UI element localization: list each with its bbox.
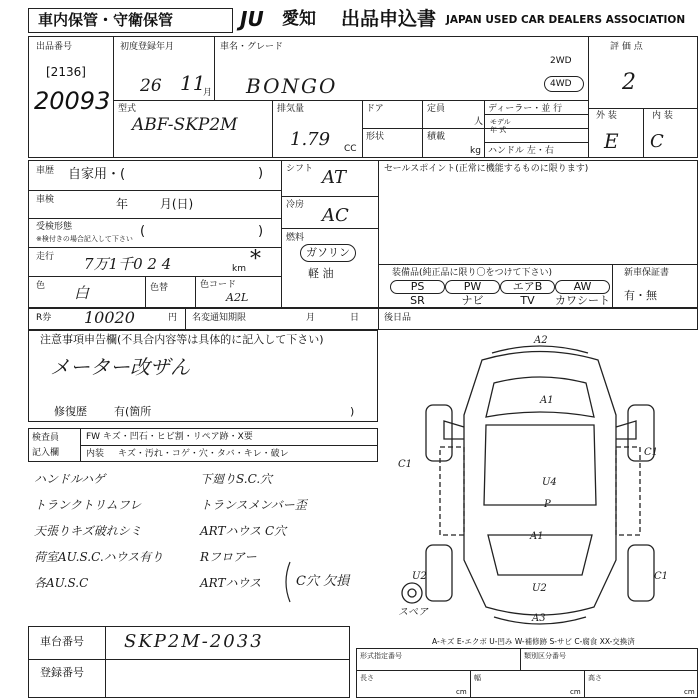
reg-year: 26 [140,76,162,96]
divider [520,648,521,670]
inspector-label-2: 記入欄 [32,448,60,458]
height-unit: cm [684,688,695,696]
damage-label: P [544,499,551,510]
load-label: 積載 [427,132,446,142]
exterior-grade: E [604,129,619,153]
handwritten-notes [28,472,378,612]
mileage-label: 走行 [36,252,55,262]
interior-grade: C [650,131,664,152]
divider [588,36,589,158]
equipment-item: カワシート [555,294,610,307]
storage-title: 車内保管・守衛保管 [38,11,174,29]
equipment-item: エアB [500,280,555,294]
width-label: 幅 [474,674,481,682]
reg-year-label: 初度登録年月 [120,42,175,52]
repair-close: ) [350,405,355,418]
damage-label: C1 [644,447,659,458]
sales-point-label: セールスポイント(正常に機能するものに限ります) [384,164,589,174]
car-name-label: 車名・グレード [220,42,284,52]
reg-month-unit: 月 [203,88,213,98]
note-left: 天張りキズ破れシミ [34,524,142,538]
grade-value: 2 [622,70,636,95]
equipment-item: ナビ [461,294,484,307]
color-code-label: 色コード [200,280,237,290]
recycle-value: 10020 [84,308,135,327]
form-code-label: 形式指定番号 [360,652,402,660]
exterior-label: 外 装 [596,111,617,121]
divider [378,160,379,308]
chassis-value: SKP2M-2033 [124,631,264,652]
divider [584,670,585,698]
inspector-label-1: 検査員 [32,433,60,443]
divider [28,218,281,219]
brand-name: 愛知 [282,9,316,29]
damage-label: U4 [542,477,557,488]
top-block [28,36,698,158]
divider [28,190,281,191]
note-right: ARTハウス C穴 [200,524,287,538]
shape-label: 形状 [366,132,385,142]
model-value: ABF-SKP2M [132,115,238,135]
dealer-label: ディーラー・並 行 [488,104,563,114]
divider [281,228,378,229]
displacement-value: 1.79 [290,129,331,150]
divider [105,626,106,698]
lot-number: 20093 [34,87,111,115]
notes-content: メーター改ザん [50,355,190,379]
note-left: トランクトリムフレ [34,498,142,512]
car-name: BONGO [246,74,338,98]
recycle-label: R券 [36,313,52,323]
divider [643,108,644,158]
length-unit: cm [456,688,467,696]
shift-label: シフト [286,164,314,174]
recycle-unit: 円 [168,313,178,323]
inspection-value: 年 月(日) [116,197,194,211]
diagram-damage-labels [382,335,698,635]
bracket-note: C穴 欠損 [296,574,350,589]
divider [80,445,378,446]
color-label: 色 [36,281,46,291]
equipment-item: PS [390,280,445,294]
lot-label: 出品番号 [36,42,73,52]
warranty-value: 有・無 [624,289,657,302]
divider [362,128,588,129]
note-right: トランスメンバー歪 [200,498,307,512]
equipment-item: SR [410,294,425,307]
divider [113,36,114,158]
equipment-item: TV [520,294,535,307]
color-change-label: 色替 [150,283,169,293]
registration-label: 登録番号 [40,666,84,679]
note-left: 各AU.S.C [34,576,89,590]
capacity-label: 定員 [427,104,446,114]
divider [362,100,363,158]
divider [612,264,613,308]
divider [272,100,273,158]
inspector-row-1: FW キズ・凹石・ヒビ割・リペア跡・X要 [86,432,253,442]
fuel-gas: ガソリン [306,246,350,259]
divider [484,114,588,115]
mileage-value: 7万1千0 2 4 [84,255,172,273]
damage-label: スペア [398,607,428,618]
damage-label: A2 [534,335,548,346]
equipment-row-2 [390,295,610,309]
ac-value: AC [322,205,349,226]
note-right: 下廻りS.C.穴 [200,472,273,486]
chassis-label: 車台番号 [40,635,84,648]
inspection-label: 車検 [36,195,55,205]
note-left: ハンドルハゲ [34,472,106,486]
after-items-label: 後日品 [384,313,412,323]
divider [378,264,698,265]
shift-value: AT [322,167,347,188]
color-code-value: A2L [226,291,249,304]
divider [185,308,186,330]
handle-label: ハンドル 左・右 [488,146,554,156]
divider [195,276,196,308]
name-change-month: 月 [306,313,316,323]
repair-label: 修復歴 [54,405,87,418]
divider [281,196,378,197]
damage-label: C1 [654,571,669,582]
divider [28,247,281,248]
drive-4wd: 4WD [550,79,572,89]
interior-label: 内 装 [652,111,673,121]
damage-label: C1 [398,459,413,470]
equipment-label: 装備品(純正品に限り〇をつけて下さい) [392,268,553,278]
damage-label: A1 [540,395,554,406]
divider [378,308,379,330]
mileage-unit: km [232,264,246,274]
model-year-label: モデル 年 式 [490,118,511,134]
association-name: JAPAN USED CAR DEALERS ASSOCIATION [446,14,686,26]
divider [28,276,281,277]
form-title: 出品申込書 [341,8,437,30]
damage-label: A1 [530,531,544,542]
lot-bracket: [2136] [46,65,86,79]
divider [484,100,485,158]
class-code-label: 類別区分番号 [524,652,566,660]
drive-2wd: 2WD [550,56,572,66]
note-right: ARTハウス [200,576,262,590]
equipment-row-1 [390,280,610,294]
divider [113,100,588,101]
damage-label: U2 [532,583,547,594]
inspector-row-2-prefix: 内装 [86,449,105,459]
reg-month: 11 [180,71,206,95]
length-label: 長さ [360,674,374,682]
divider [145,276,146,308]
fuel-diesel: 軽 油 [308,267,334,280]
acceptance-close: ) [258,224,264,239]
divider [484,142,588,143]
displacement-label: 排気量 [277,104,305,114]
divider [28,659,350,660]
door-label: ドア [366,104,384,114]
height-label: 高さ [588,674,602,682]
repair-value: 有(箇所 [114,405,152,418]
divider [214,36,215,100]
note-right: Rフロアー [200,550,257,564]
fuel-label: 燃料 [286,233,305,243]
history-value: 自家用・( [68,167,126,182]
mileage-mark: * [250,247,261,272]
acceptance-open: ( [140,224,146,239]
grade-label: 評 価 点 [610,42,643,52]
ac-label: 冷房 [286,200,305,210]
color-value: 白 [74,284,90,302]
history-label: 車歴 [36,166,55,176]
notes-label: 注意事項申告欄(不具合内容等は具体的に記入して下さい) [40,333,324,346]
displacement-unit: CC [344,144,357,154]
warranty-label: 新車保証書 [624,268,670,278]
equipment-item: PW [445,280,500,294]
load-unit: kg [470,146,481,156]
ju-logo: JU [240,7,264,31]
acceptance-label: 受検形態 [36,222,73,232]
history-close: ) [258,166,264,181]
damage-label: A3 [532,613,546,624]
divider [422,100,423,158]
inspector-row-2: キズ・汚れ・コゲ・穴・タバ・キレ・破レ [118,449,289,459]
divider [281,160,282,308]
equipment-item: AW [555,280,610,294]
note-left: 荷室AU.S.C.ハウス有り [34,550,164,564]
divider [470,670,471,698]
damage-legend: A-キズ E-エクボ U-凹み W-補修跡 S-サビ C-腐食 XX-交換済 [432,637,635,646]
name-change-day: 日 [350,313,360,323]
name-change-label: 名変通知期限 [192,313,247,323]
capacity-unit: 人 [474,117,484,127]
width-unit: cm [570,688,581,696]
divider [356,670,698,671]
model-label: 型式 [118,104,137,114]
damage-label: U2 [412,571,427,582]
acceptance-note: ※検付きの場合記入して下さい [36,235,133,243]
